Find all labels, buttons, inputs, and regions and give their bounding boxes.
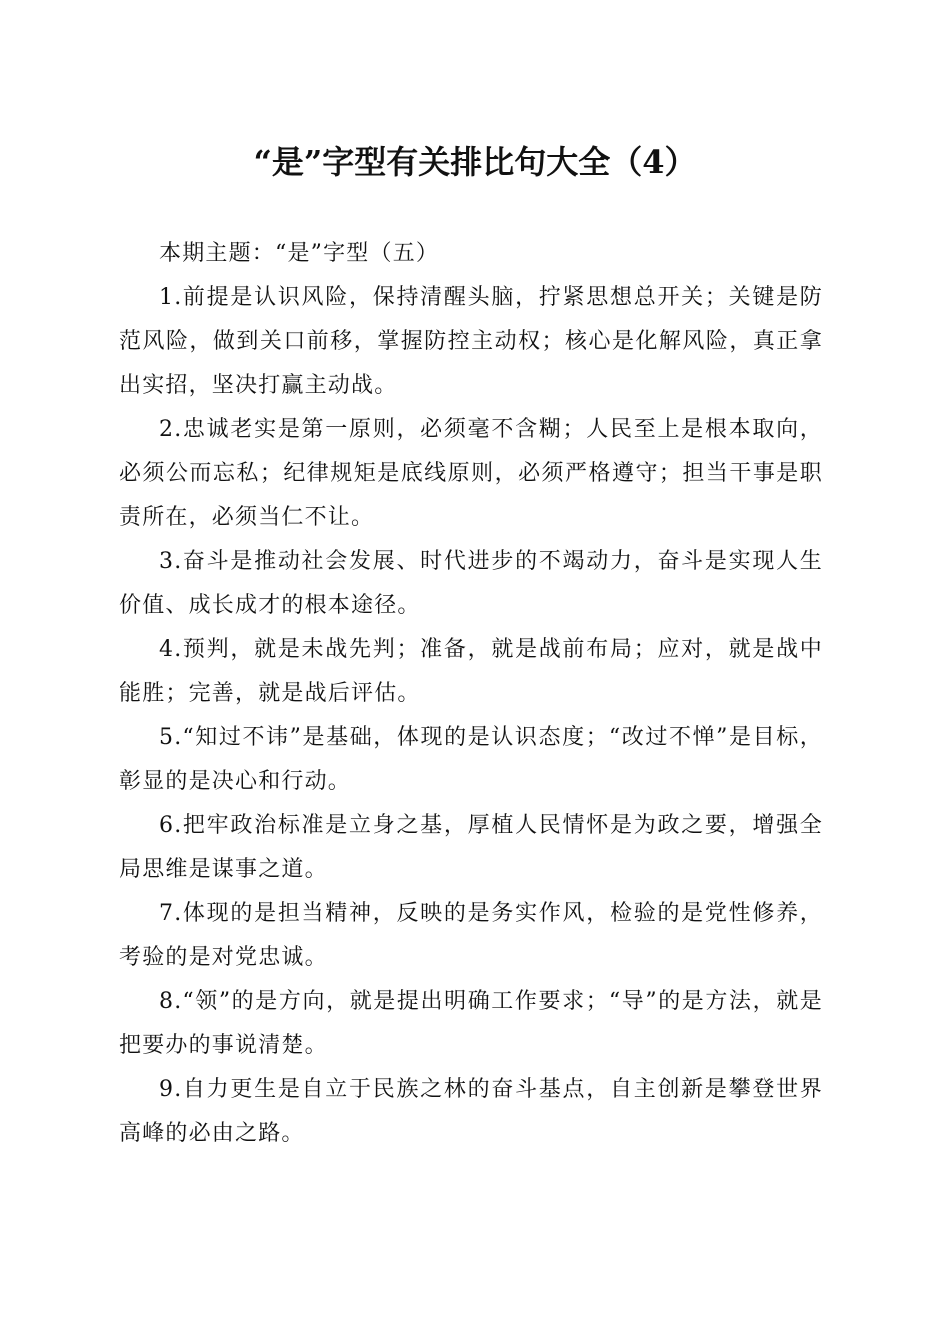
paragraph-9: 9.自力更生是自立于民族之林的奋斗基点，自主创新是攀登世界高峰的必由之路。	[119, 1077, 823, 1146]
document-body	[119, 232, 823, 1156]
paragraph-3: 3.奋斗是推动社会发展、时代进步的不竭动力，奋斗是实现人生价值、成长成才的根本途径。	[119, 549, 823, 618]
paragraph-1: 1.前提是认识风险，保持清醒头脑，拧紧思想总开关；关键是防范风险，做到关口前移，掌握防控主动权；核心是化解风险，真正拿出实招，坚决打赢主动战。	[119, 285, 823, 398]
paragraph-6: 6.把牢政治标准是立身之基，厚植人民情怀是为政之要，增强全局思维是谋事之道。	[119, 813, 823, 882]
paragraph-5: 5.“知过不讳”是基础，体现的是认识态度；“改过不惮”是目标，彰显的是决心和行动。	[119, 725, 823, 794]
paragraph-8: 8.“领”的是方向，就是提出明确工作要求；“导”的是方法，就是把要办的事说清楚。	[119, 989, 823, 1058]
subtitle-paragraph: 本期主题：“是”字型（五）	[159, 241, 440, 266]
document-title: “是”字型有关排比句大全（4）	[253, 143, 697, 181]
paragraph-4: 4.预判，就是未战先判；准备，就是战前布局；应对，就是战中能胜；完善，就是战后评估。	[119, 637, 823, 706]
paragraph-7: 7.体现的是担当精神，反映的是务实作风，检验的是党性修养，考验的是对党忠诚。	[119, 901, 823, 970]
paragraph-2: 2.忠诚老实是第一原则，必须毫不含糊；人民至上是根本取向，必须公而忘私；纪律规矩是底线原则，必须严格遵守；担当干事是职责所在，必须当仁不让。	[119, 417, 823, 530]
